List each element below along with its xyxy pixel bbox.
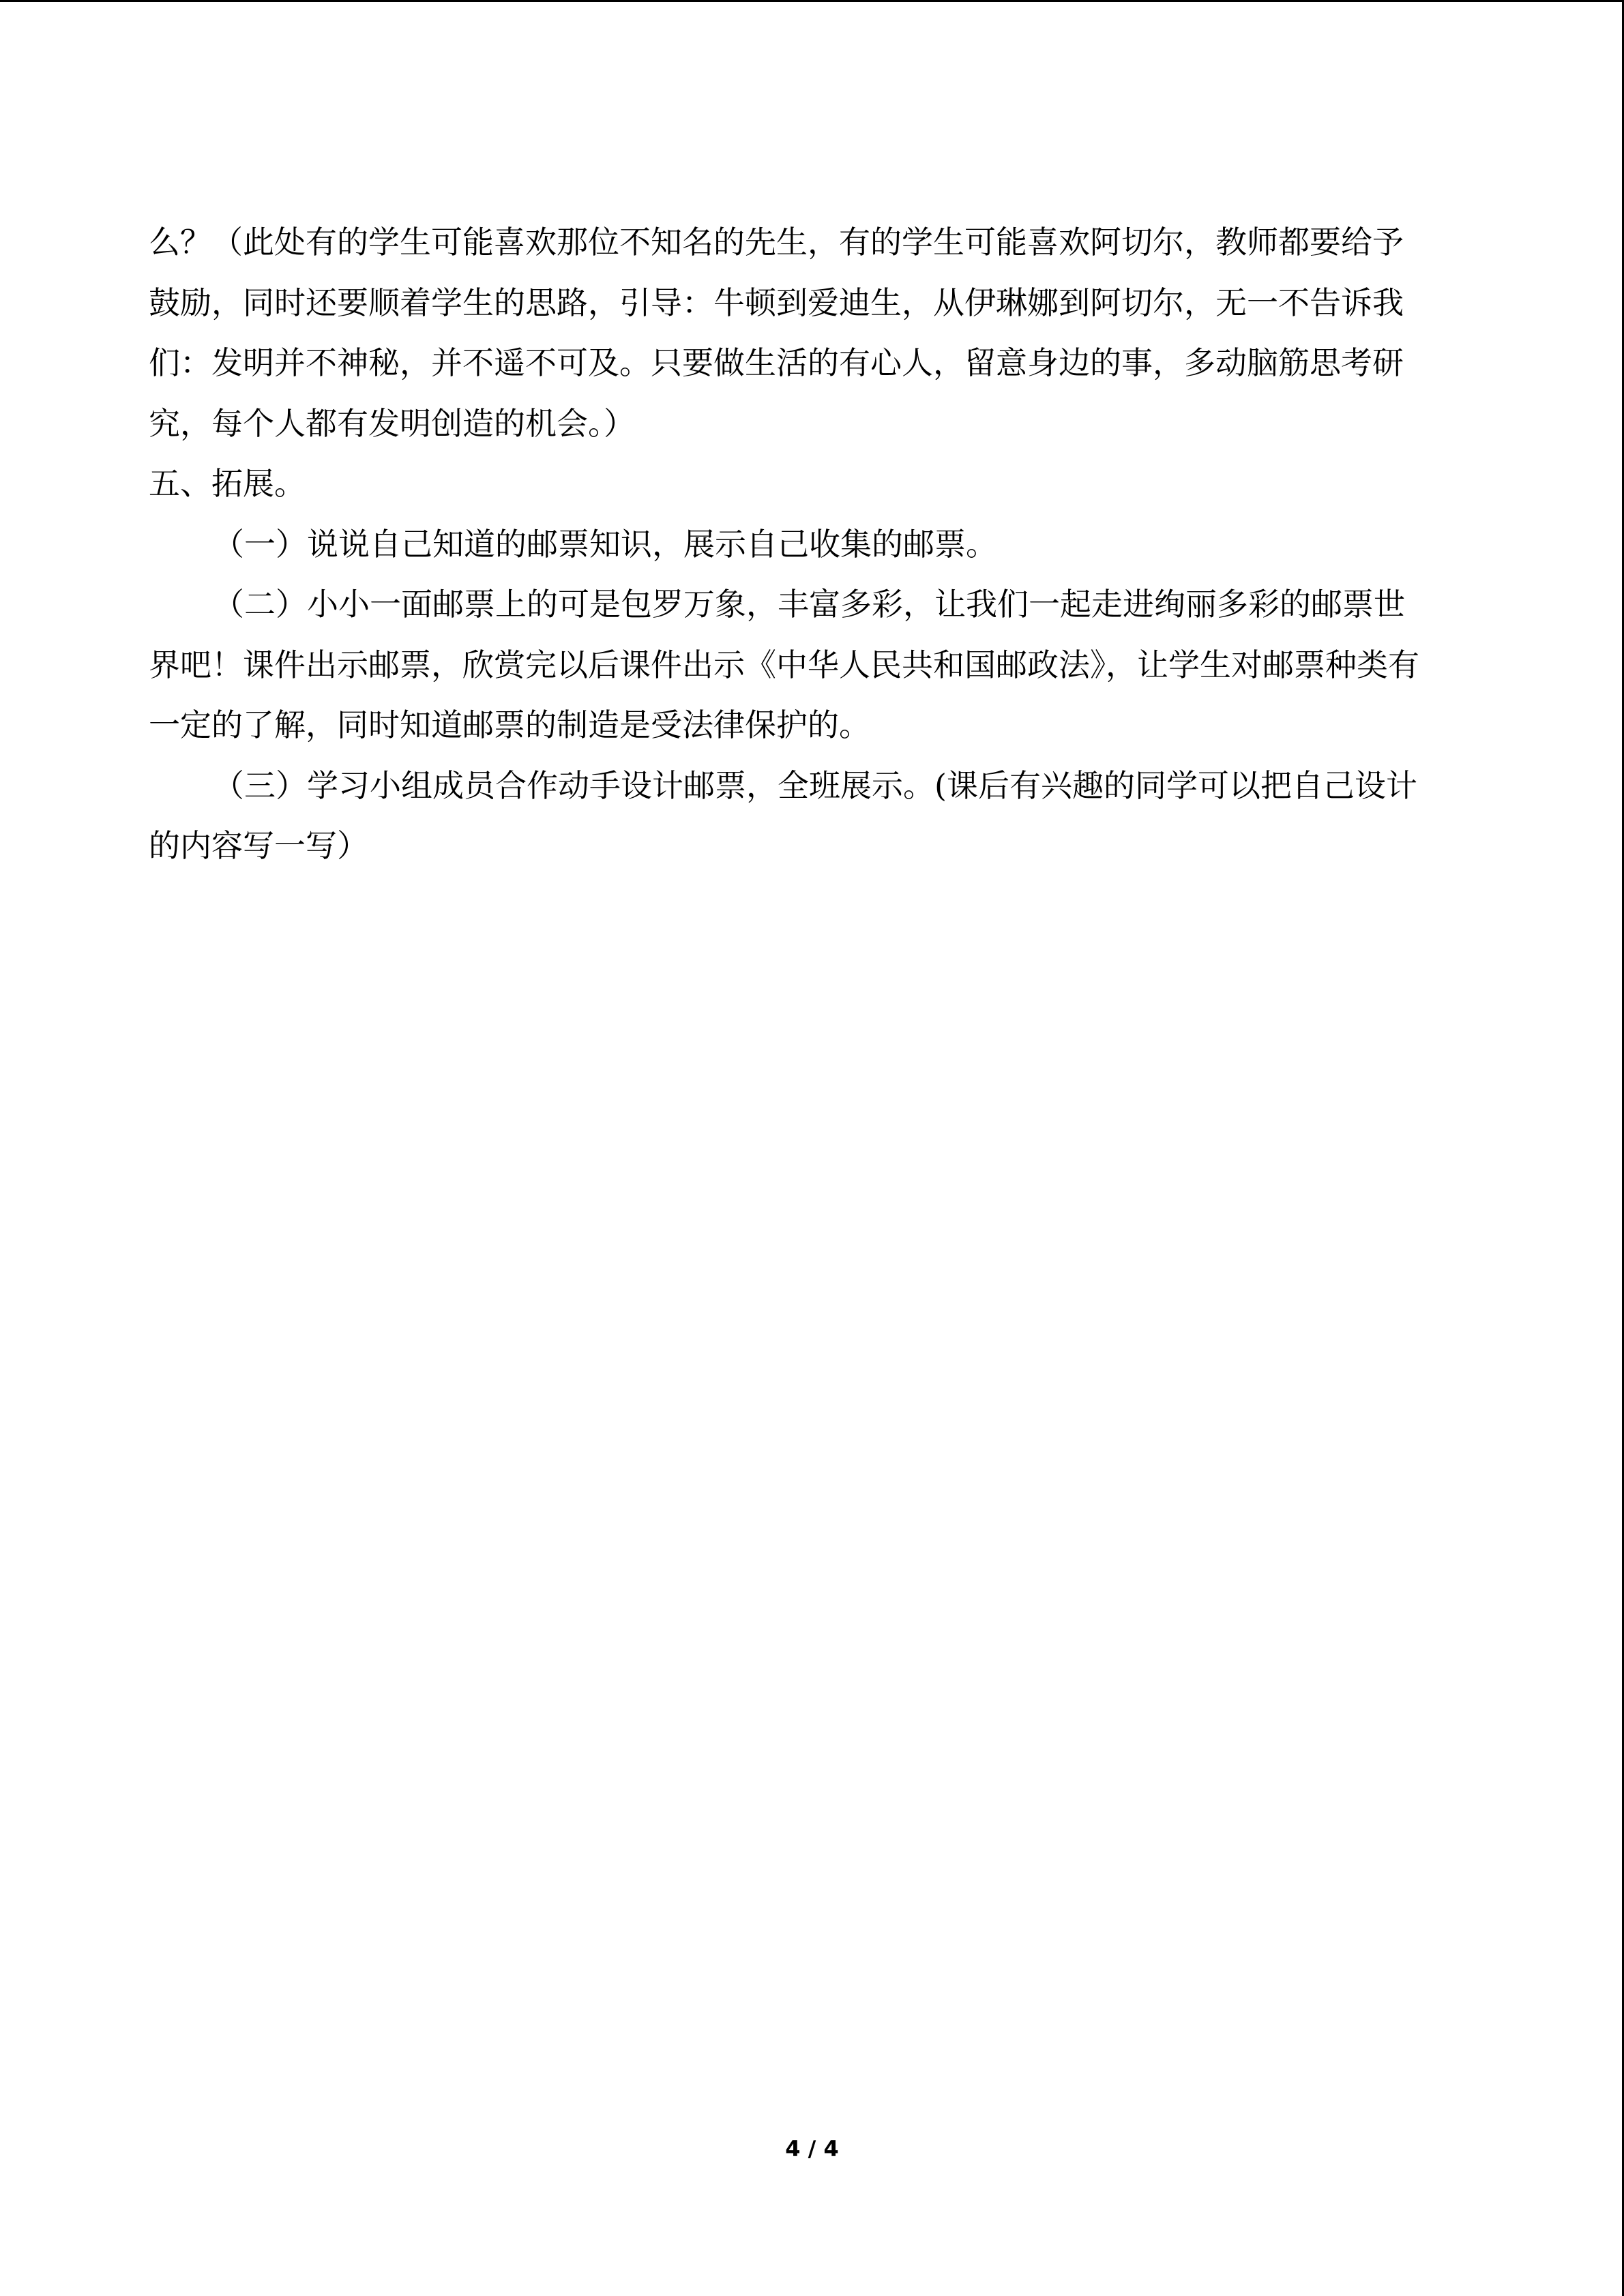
document-body bbox=[149, 212, 1475, 876]
body-line: （一）说说自己知道的邮票知识，展示自己收集的邮票。 bbox=[213, 525, 997, 563]
body-line: 一定的了解，同时知道邮票的制造是受法律保护的。 bbox=[149, 706, 870, 743]
body-line: 究，每个人都有发明创造的机会。） bbox=[149, 404, 635, 442]
body-line: 们：发明并不神秘，并不遥不可及。只要做生活的有心人，留意身边的事，多动脑筋思考研 bbox=[149, 344, 1404, 381]
body-line: 界吧！课件出示邮票，欣赏完以后课件出示《中华人民共和国邮政法》，让学生对邮票种类有 bbox=[149, 646, 1419, 683]
body-line: （二）小小一面邮票上的可是包罗万象，丰富多彩，让我们一起走进绚丽多彩的邮票世 bbox=[213, 586, 1405, 623]
body-line: （三）学习小组成员合作动手设计邮票，全班展示。(课后有兴趣的同学可以把自己设计 bbox=[213, 766, 1417, 804]
page-number: 4 / 4 bbox=[785, 2136, 839, 2162]
body-line: 鼓励，同时还要顺着学生的思路，引导：牛顿到爱迪生，从伊琳娜到阿切尔，无一不告诉我 bbox=[149, 284, 1404, 321]
body-line: 的内容写一写） bbox=[149, 827, 368, 864]
body-line: 么？（此处有的学生可能喜欢那位不知名的先生，有的学生可能喜欢阿切尔，教师都要给予 bbox=[149, 224, 1404, 260]
section-heading: 五、拓展。 bbox=[149, 465, 306, 502]
